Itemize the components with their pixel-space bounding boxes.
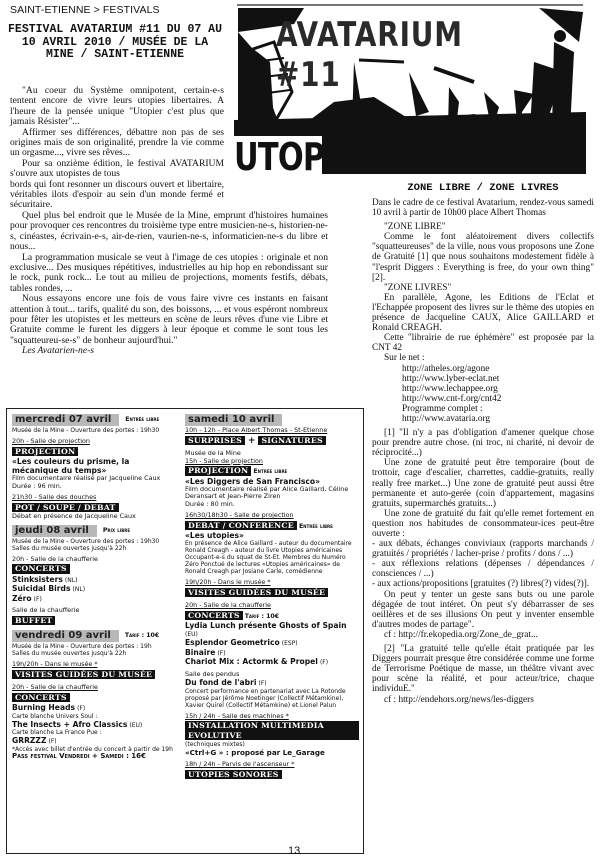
band-name: Chariot Mix : Actormk & Propel [185,657,318,666]
zone-section-title: ZONE LIBRE / ZONE LIVRES [407,182,559,194]
event-tag: UTOPIES SONORES [185,770,282,780]
footnote-1-text: Une zone de gratuité du fait qu'elle remet fortement en question nos habitudes de consommateur-ices peut-être ouverte : [372,508,594,539]
footnote-1: [1] "Il n'y a pas d'obligation d'amener quelque chose pour prendre autre chose. (ni troc, ni charité, ni devoir de réciprocité...) [372,428,594,459]
intro-paragraph: bords qui font resonner un discours ouvert et libertaire, véritables ilots d'espoir au sein d'un monde fermé et sécuritaire. [10,178,224,211]
day-tag: Tarif : 10€ [124,632,160,640]
band-origin: (F) [217,649,226,657]
day-header-thu: jeudi 08 avril [12,525,97,537]
event-desc: Concert performance en partenariat avec La Rotonde proposé par Jérôme Noetinger (Collectif Métamkine), Xavier Quirel (Collectif Métamkine) et Lionel Palun [185,687,346,709]
entry-tag: Entrée libre [253,468,288,475]
band-name: Binaire [185,647,216,657]
program-flyer [6,408,364,854]
band-item [12,594,178,604]
day-header-fri: vendredi 09 avril [12,630,119,642]
band-name: Lydia Lunch présente Ghosts of Spain [185,621,347,630]
page-number: 13 [288,845,301,857]
intro-paragraph: Pour sa onzième édition, le festival AVATARIUM s'ouvre aux utopistes de tous [10,157,224,180]
intro-paragraph: "Au coeur du Système omnipotent, certain-e-s tentent encore de vivre leurs utopies libertaires. A l'heure de la pensée unique "Utopier c'est plus que jamais Résister"... [10,85,224,128]
band-name: The Insects + Afro Classics [12,719,128,729]
event-time: 18h / 24h - Parvis de l'ascenseur * [185,760,295,768]
zone-libre-text: Comme le font aléatoirement divers collectifs "squatteureuses" de la ville, nous vous proposons une Zone de Gratuité [1] que nous souhaitons modestement fidèle à "l'esprit Diggers : Everything is free, do your own thing" [2]. [372,232,594,283]
band-name: Esplendor Geometrico [185,638,280,647]
venue-info: Salles du musée ouvertes jusqu'à 22h [12,544,127,552]
band-origin: (NL) [64,576,78,584]
event-desc: Film documentaire réalisé par Jacqueline Caux [12,474,161,482]
band-origin: (ESP) [281,640,298,647]
event-title: «Les utopies» [185,531,244,540]
flyer-right-column [185,414,359,780]
band-origin: (F) [77,705,86,712]
event-time: 20h - Salle de projection [12,437,90,445]
event-duration: Durée : 96 min. [12,481,62,490]
zone-article [372,198,594,705]
event-tag: POT / SOUPE / DEBAT [12,503,119,513]
poster-subtitle: UTOPIES [234,135,376,174]
band-origin: (F) [319,659,329,666]
carte-blanche: Carte blanche Univers Soul : [12,712,98,720]
programme-label: Programme complet : [402,403,483,414]
day-header-wed: mercredi 07 avril [12,414,119,426]
event-title: Du fond de l'abri [185,678,257,687]
event-desc: Débat en présence de Jacqueline Caux [12,512,136,520]
intro-paragraph: Nous essayons encore une fois de vous faire vivre ces instants en faisant attention à tout... tarifs, qualité du son, des boissons, ... et vous espéront nombreux pour fêter les utopistes et les metteurs en scène de leurs rêves d'une vie Libre et Gratuite comme le furent les diggers à leur époque et comme le sont tous les "squatteureu-se-s" de bonheur aujourd'hui." [10,293,328,346]
access-note: *Accès avec billet d'entrée du concert à partir de 19h [12,745,173,753]
event-place: Musée de la Mine [185,449,241,457]
event-tag: CONCERTS [185,611,243,621]
event-tag: SURPRISES [185,436,245,446]
event-tag: BUFFET [12,616,55,626]
footnote-1-text: On peut y tenter un geste sans buts ou une parole dégagée de tout intéret. On peut s'y débarrasser de ses oeillères et de ses illusions On peut y inventer ensemble d'autres modes de partage". [372,589,594,630]
carte-blanche: Carte blanche La France Pue : [12,729,102,736]
event-desc: (techniques mixtes) [185,741,245,748]
band-name: GRRZZZ [12,736,47,745]
link-avataria[interactable]: http://www.avataria.org [402,413,491,424]
event-time: Salle de la chaufferie [12,606,80,614]
event-time: 16h30/18h30 - Salle de projection [185,511,294,519]
footnote-2-cf-link[interactable]: cf : http://endehors.org/news/les-diggers [384,694,534,705]
event-place: Salle des pendus [185,669,240,678]
day-header-sat: samedi 10 avril [185,414,282,426]
footnote-1-text: - aux débats, échanges conviviaux (rapports marchands / gratuités / propriétés / lacher-prise / profits / dons / ...) [372,539,594,560]
event-tag: SIGNATURES [258,436,325,446]
plus-sign: + [247,435,256,446]
footnote-1-text: - aux actions/propositions [gratuites (?) libres(?) vides(?)]. [372,579,590,590]
event-tag: VISITES GUIDÉES DU MUSÉE [12,670,155,680]
link-eclat[interactable]: http://www.lyber-eclat.net [402,373,500,384]
event-desc: En présence de Alice Gaillard - auteur du documentaire Ronald Creagh - auteur du livre Utopies américaines Occupant-e-s du squat de St-Et. Membres du Numéro Zéro Ponctué de lectures «Utopies américaines» de Ronald Creagh par Josiane Carle, comédienne [185,540,352,575]
band-origin: (F) [258,680,267,687]
zone-livres-text: En parallèle, Agone, les Editions de l'Eclat et l'Echappée proposent des livres sur le thème des utopies en présence de Jacqueline CAUX, Alice GAILLARD et Ronald CREAGH. [372,292,594,334]
festival-poster-image [234,2,586,174]
band-item [12,584,178,594]
event-time: 20h - Salle de la chaufferie [185,601,271,609]
band-name: Burning Heads [12,703,76,712]
article-signature: Les Avatarien-ne-s [22,345,95,357]
band-origin: (EU) [185,630,198,638]
band-name: Suicidal Birds [12,584,71,593]
footnote-1-cf-link[interactable]: cf : http://fr.ekopedia.org/Zone_de_grat... [384,629,538,640]
event-time: 19h/20h - Dans le musée * [12,660,98,668]
event-tag: CONCERTS [12,693,70,703]
event-tag: CONCERTS [12,564,70,574]
event-time: 15h / 24h - Salle des machines * [185,711,289,720]
band-origin: (F) [48,738,57,745]
event-title: «Les couleurs du prisme, la mécanique du temps» [12,457,130,475]
intro-paragraph: Quel plus bel endroit que le Musée de la Mine, emprunt d'histoires humaines pour provoquer ces rencontres du troisième type entre musicien-ne-s, historien-ne-s, cinéastes, écrivain-e-s, air-de-rien, vaurien-ne-s, informaticien-ne-s du libre et nous... [10,209,328,253]
link-cnt42[interactable]: http://www.cnt-f.org/cnt42 [402,393,502,404]
band-name: Zéro [12,593,32,603]
day-tag: Prix libre [102,526,131,534]
poster-title: AVATARIUM #11 [276,15,463,95]
band-origin: (NL) [72,586,86,593]
event-title: «Les Diggers de San Francisco» [185,476,320,486]
footnote-1-text: - aux réflexions relations (dépenses / dépendances / consciences / ...) [372,559,594,580]
band-origin: (EU) [129,721,143,729]
venue-info: Musée de la Mine - Ouverture des portes : 19h30 [12,427,160,434]
zone-intro: Dans le cadre de ce festival Avatarium, rendez-vous samedi 10 avril à partir de 10h00 place Albert Thomas [372,198,594,219]
event-tag: PROJECTION [12,447,78,457]
venue-info: Salles du musée ouvertes jusqu'à 22h [12,650,127,657]
event-desc: Film documentaire réalisé par Alice Gaillard, Céline Deransart et Jean-Pierre Ziren [185,484,349,500]
event-title: «Ctrl+G » : proposé par Le_Garage [185,748,325,757]
event-time: 19h/20h - Dans le musée * [185,578,271,586]
band-item [185,621,359,638]
festival-pass-price: Pass festival Vendredi + Samedi : 16€ [12,751,146,760]
event-time: 20h - Salle de la chaufferie [12,683,98,691]
band-origin: (F) [33,595,42,603]
intro-paragraph: Affirmer ses différences, débattre non pas de ses origines mais de son originalité, prendre la vie comme un orgasme..., vivre ses rêves... [10,126,224,159]
entry-tag: Entrée libre [298,522,333,530]
section-breadcrumb: SAINT-ETIENNE > FESTIVALS [10,4,160,16]
event-tag: PROJECTION [185,466,251,476]
day-tag: Entrée libre [125,416,160,424]
venue-info: Musée de la Mine - Ouverture des portes : 19h30 [12,537,160,545]
band-item [185,648,359,658]
event-duration: Durée : 80 min. [185,499,235,508]
article-intro [10,85,328,357]
footnote-1-text: Une zone de gratuité peut être temporaire (bout de trottoir, cage d'escalier, charrettes, caddie-gratuits, really really free market...) Une zone de gratuité peut aussi être permanente et auto-gerée (coin d'appartement, magasins gratuits, supermarchés gratuits...) [372,458,594,509]
librairie-text: Cette "librairie de rue éphémère" est proposée par la CNT 42 [372,333,594,354]
event-time: 10h - 12h - Place Albert Thomas - St-Etienne [185,426,328,434]
link-agone[interactable]: http://atheles.org/agone [402,363,490,374]
event-time: 15h - Salle de projection [185,456,263,465]
band-item [12,575,178,585]
net-label: Sur le net : [384,353,425,364]
flyer-left-column [12,414,178,760]
band-item [185,657,359,667]
band-name: Stinksisters [12,574,63,584]
event-tag: INSTALLATION MULTIMEDIA EVOLUTIVE [185,721,359,740]
band-item [185,638,359,648]
event-tag: DEBAT / CONFERENCE [185,521,297,531]
article-title: FESTIVAL AVATARIUM #11 DU 07 AU 10 AVRIL 2010 / MUSÉE DE LA MINE / SAINT-ETIENNE [8,23,222,61]
venue-info: Musée de la Mine - Ouverture des portes : 19h [12,643,152,650]
event-time: 20h - Salle de la chaufferie [12,554,98,563]
footnote-2: [2] "La gratuité telle qu'elle était pratiquée par les Diggers pourrait presque être considérée comme une forme de Terrorisme Poétique de masse, un théâtre vivant avec pour scène la réalité, et pour acteur/trice, chaque individuE." [372,644,594,695]
event-time: 21h30 - Salle des douches [12,493,97,501]
zone-livres-heading: "ZONE LIVRES" [384,282,452,293]
link-echappee[interactable]: http://www.lechappee.org [402,383,498,394]
intro-paragraph: La programmation musicale se veut à l'image de ces utopies : originale et non exclusive... Des musiques répétitives, industrielles au hip hop en rebondissant sur le rock, punk rock... Le tout au milieu de projections, moments festifs, débats, tables rondes, ... [10,251,328,294]
zone-libre-heading: "ZONE LIBRE" [384,222,446,233]
price-tag: Tarif : 10€ [244,612,280,620]
event-tag: VISITES GUIDÉES DU MUSÉE [185,588,328,598]
